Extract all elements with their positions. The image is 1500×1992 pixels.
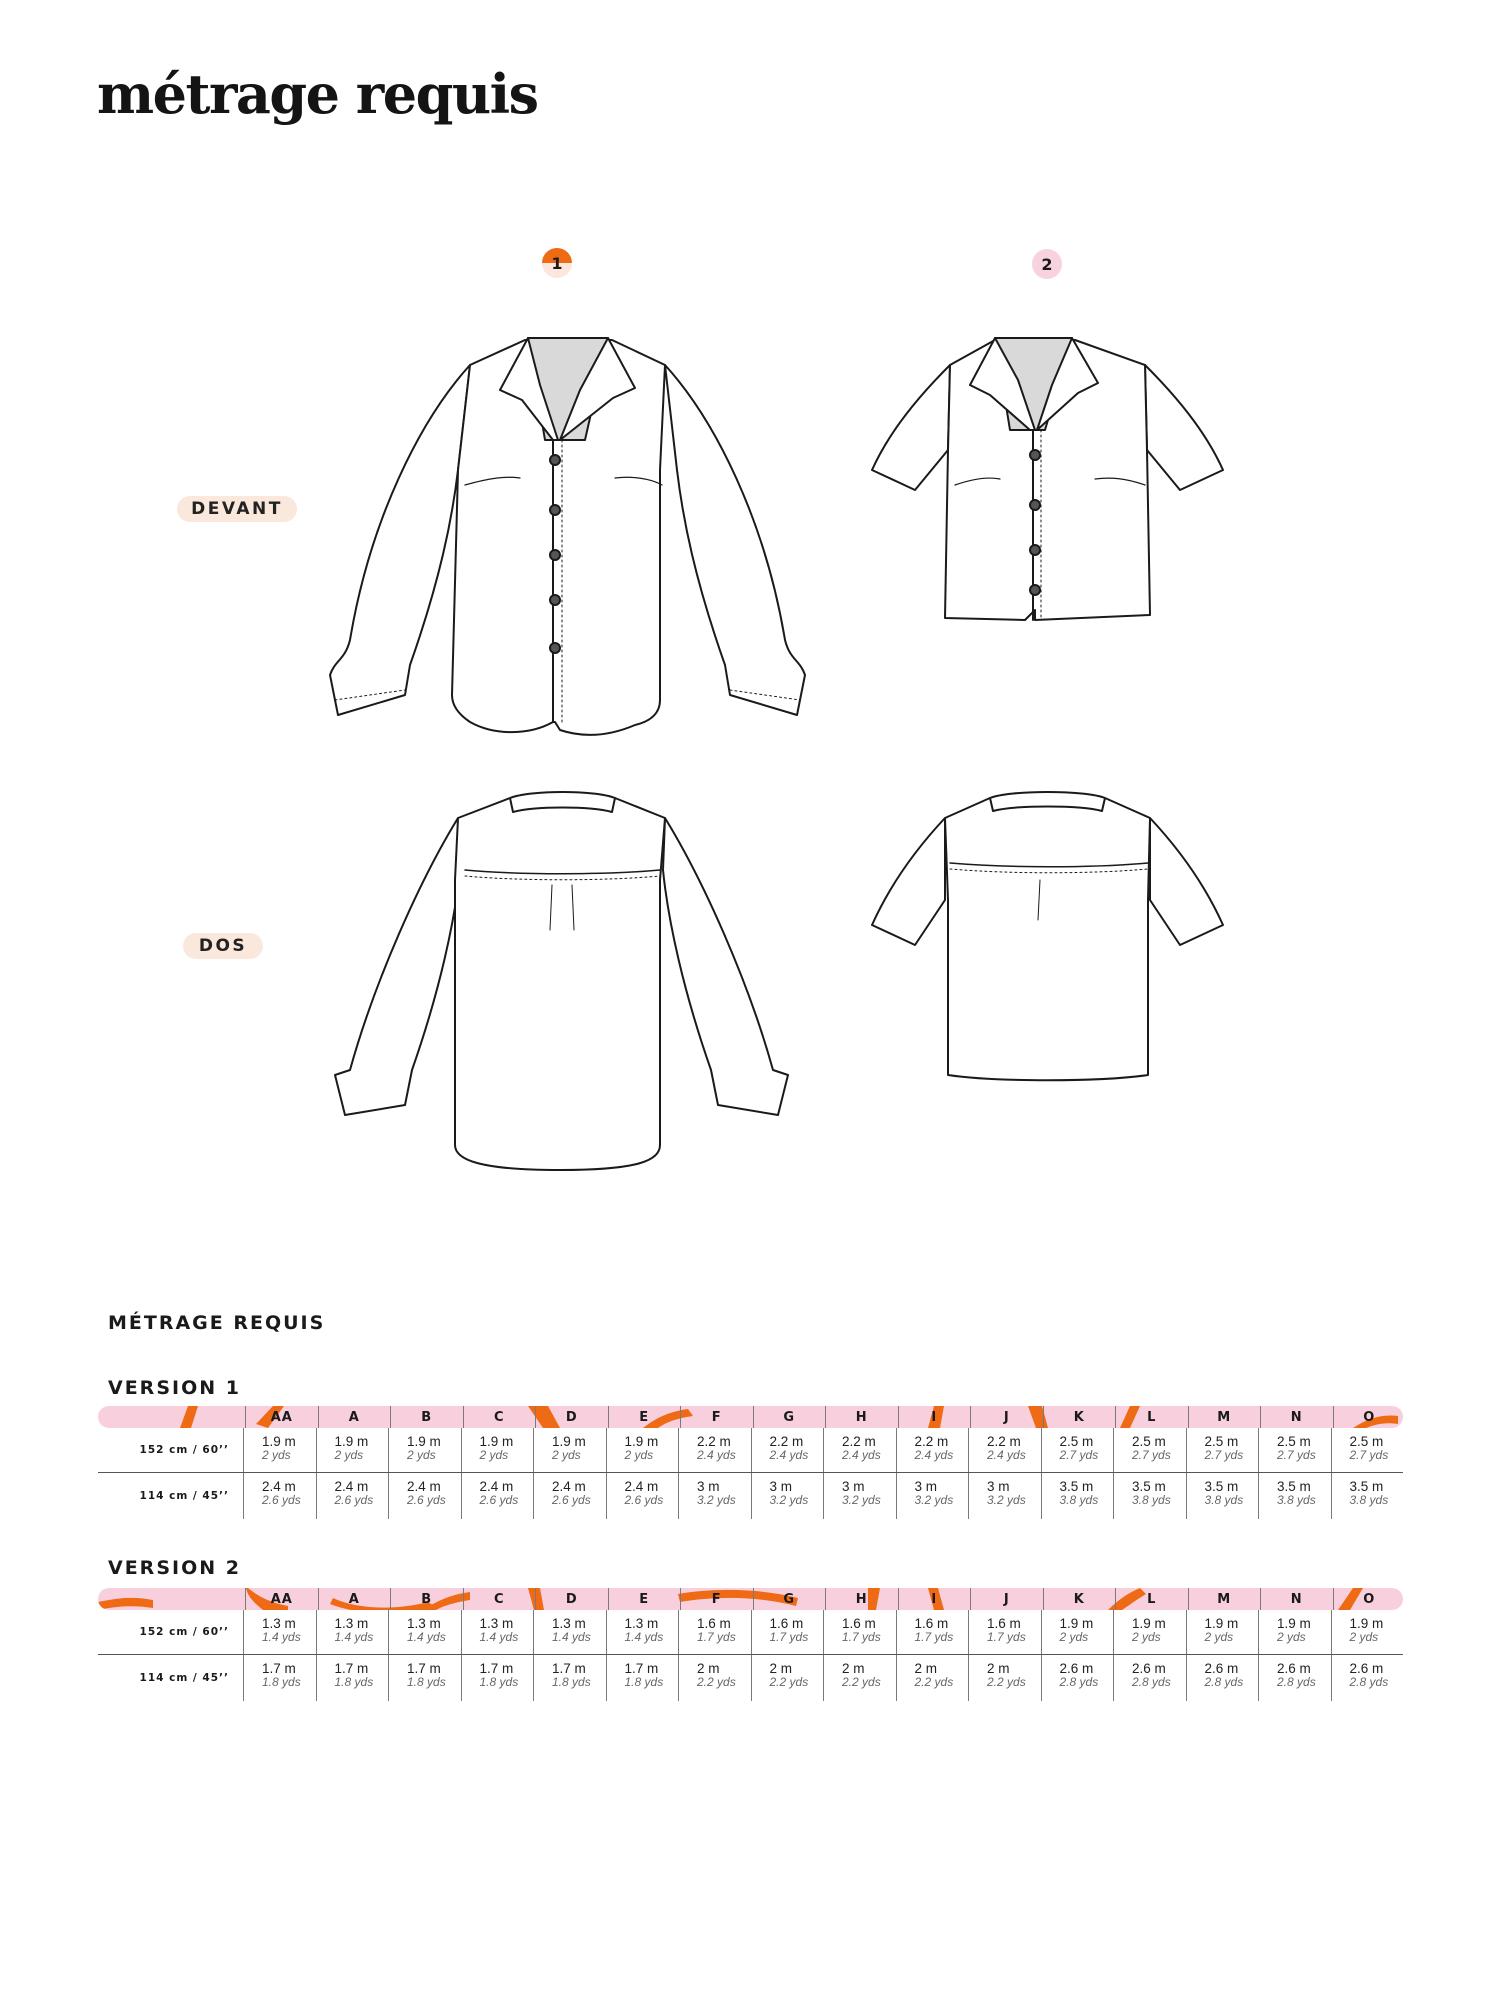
metric-amount: 1.6 m [987, 1616, 1021, 1631]
yard-amount: 2 yds [479, 1448, 509, 1463]
yard-amount: 1.4 yds [334, 1630, 374, 1645]
metric-amount: 1.9 m [479, 1434, 514, 1449]
metric-amount: 3.5 m [1204, 1479, 1239, 1494]
yard-amount: 2 yds [1277, 1630, 1306, 1645]
version-2-table [98, 1588, 1403, 1701]
table-row [98, 1610, 1403, 1655]
version-1-front-drawing [330, 338, 805, 735]
table-cell [823, 1655, 896, 1701]
yard-amount: 1.4 yds [479, 1630, 519, 1645]
size-header-cell: N [1260, 1406, 1333, 1428]
size-header-cell: J [970, 1588, 1043, 1610]
metric-amount: 1.9 m [1059, 1616, 1094, 1631]
fabric-width-label: 152 cm / 60’’ [139, 1626, 229, 1638]
metric-amount: 1.9 m [1204, 1616, 1239, 1631]
metric-amount: 2 m [769, 1661, 793, 1676]
table-cell [606, 1655, 679, 1701]
yard-amount: 2 yds [262, 1448, 291, 1463]
table-cell [823, 1473, 896, 1519]
table-cell [461, 1655, 534, 1701]
table-cell [461, 1428, 534, 1472]
size-header-cell: J [970, 1406, 1043, 1428]
front-view-label: DEVANT [177, 496, 297, 522]
yard-amount: 2.7 yds [1277, 1448, 1316, 1463]
table-cell [388, 1610, 461, 1654]
yard-amount: 1.8 yds [262, 1675, 301, 1690]
table-cell [533, 1428, 606, 1472]
yard-amount: 2.7 yds [1132, 1448, 1171, 1463]
yard-amount: 2.6 yds [407, 1493, 446, 1508]
table-cell [316, 1428, 389, 1472]
yard-amount: 3.8 yds [1277, 1493, 1316, 1508]
table-cell [606, 1473, 679, 1519]
page-title: métrage requis [97, 62, 538, 126]
yard-amount: 2.2 yds [987, 1675, 1026, 1690]
yard-amount: 1.4 yds [262, 1630, 301, 1645]
size-header-row [245, 1406, 1403, 1428]
table-cell [1258, 1655, 1331, 1701]
version-2-badge: 2 [1032, 249, 1062, 279]
yard-amount: 1.4 yds [552, 1630, 591, 1645]
fabric-width-label: 114 cm / 45’’ [139, 1490, 229, 1502]
metric-amount: 1.7 m [552, 1661, 586, 1676]
metric-amount: 3 m [987, 1479, 1010, 1494]
metric-amount: 2.4 m [552, 1479, 586, 1494]
metric-amount: 2.5 m [1277, 1434, 1311, 1449]
metric-amount: 1.9 m [1349, 1616, 1384, 1631]
yard-amount: 2.4 yds [842, 1448, 881, 1463]
table-cell [243, 1473, 316, 1519]
metric-amount: 1.6 m [842, 1616, 876, 1631]
yard-amount: 3.2 yds [914, 1493, 954, 1508]
yard-amount: 1.8 yds [624, 1675, 664, 1690]
yard-amount: 2.6 yds [552, 1493, 591, 1508]
version-2-front-drawing [872, 338, 1223, 620]
table-cell [1041, 1473, 1114, 1519]
yard-amount: 2.8 yds [1132, 1675, 1171, 1690]
table-cell [1331, 1428, 1404, 1472]
yard-amount: 2 yds [1132, 1630, 1161, 1645]
table-cell [1113, 1655, 1186, 1701]
yard-amount: 3.8 yds [1204, 1493, 1244, 1508]
table-cell [606, 1428, 679, 1472]
size-header-cell: D [535, 1406, 608, 1428]
table-cell [1113, 1610, 1186, 1654]
metric-amount: 1.7 m [479, 1661, 514, 1676]
yard-amount: 2 yds [552, 1448, 581, 1463]
table-row [98, 1428, 1403, 1473]
back-view-label: DOS [183, 933, 263, 959]
metric-amount: 1.7 m [407, 1661, 441, 1676]
table-cell [968, 1428, 1041, 1472]
size-header-cell: M [1188, 1406, 1261, 1428]
table-cell [316, 1473, 389, 1519]
yard-amount: 1.4 yds [407, 1630, 446, 1645]
yard-amount: 2.6 yds [334, 1493, 374, 1508]
version-1-back-drawing [335, 792, 788, 1170]
yard-amount: 2.2 yds [842, 1675, 881, 1690]
yard-amount: 1.7 yds [842, 1630, 881, 1645]
size-header-cell: K [1043, 1588, 1116, 1610]
metric-amount: 1.6 m [914, 1616, 949, 1631]
yard-amount: 2.4 yds [914, 1448, 954, 1463]
metric-amount: 1.9 m [334, 1434, 369, 1449]
version-1-badge: 1 [542, 248, 572, 278]
table-cell [896, 1610, 969, 1654]
table-cell [968, 1473, 1041, 1519]
size-header-cell: M [1188, 1588, 1261, 1610]
metric-amount: 2 m [842, 1661, 865, 1676]
table-cell [1331, 1473, 1404, 1519]
metric-amount: 1.7 m [334, 1661, 369, 1676]
metric-amount: 3.5 m [1132, 1479, 1166, 1494]
size-header-cell: A [318, 1406, 391, 1428]
metric-amount: 2.5 m [1204, 1434, 1239, 1449]
metric-amount: 2.4 m [479, 1479, 514, 1494]
size-header-cell: C [463, 1588, 536, 1610]
metric-amount: 1.6 m [697, 1616, 731, 1631]
table-cell [1113, 1428, 1186, 1472]
metric-amount: 3 m [769, 1479, 793, 1494]
table-cell [461, 1610, 534, 1654]
size-header-cell: O [1333, 1406, 1404, 1428]
table-cell [1041, 1610, 1114, 1654]
yard-amount: 1.7 yds [987, 1630, 1026, 1645]
yard-amount: 2.4 yds [697, 1448, 736, 1463]
table-row [98, 1473, 1403, 1519]
metric-amount: 1.9 m [624, 1434, 659, 1449]
table-cell [316, 1655, 389, 1701]
metric-amount: 3 m [842, 1479, 865, 1494]
yard-amount: 3.2 yds [842, 1493, 881, 1508]
table-cell [1186, 1610, 1259, 1654]
metric-amount: 1.3 m [407, 1616, 441, 1631]
size-header-cell: B [390, 1588, 463, 1610]
table-cell [316, 1610, 389, 1654]
size-header-cell: F [680, 1406, 753, 1428]
metric-amount: 2.6 m [1059, 1661, 1094, 1676]
yard-amount: 2 yds [407, 1448, 436, 1463]
yard-amount: 3.8 yds [1059, 1493, 1099, 1508]
size-header-cell: B [390, 1406, 463, 1428]
yard-amount: 2 yds [1349, 1630, 1379, 1645]
table-row [98, 1655, 1403, 1701]
metric-amount: 1.3 m [334, 1616, 369, 1631]
version-2-back-drawing [872, 792, 1223, 1080]
table-cell [896, 1428, 969, 1472]
size-header-cell: AA [245, 1588, 318, 1610]
metric-amount: 2.2 m [914, 1434, 949, 1449]
table-cell [823, 1428, 896, 1472]
yard-amount: 2.6 yds [262, 1493, 301, 1508]
metric-amount: 2 m [697, 1661, 720, 1676]
yard-amount: 3.2 yds [697, 1493, 736, 1508]
yard-amount: 2 yds [334, 1448, 364, 1463]
table-cell [1331, 1610, 1404, 1654]
size-header-cell: H [825, 1406, 898, 1428]
metric-amount: 1.7 m [624, 1661, 659, 1676]
metric-amount: 1.9 m [552, 1434, 586, 1449]
metric-amount: 2.2 m [987, 1434, 1021, 1449]
metric-amount: 2.5 m [1059, 1434, 1094, 1449]
metric-amount: 2.6 m [1349, 1661, 1384, 1676]
metric-amount: 2.5 m [1132, 1434, 1166, 1449]
table-cell [751, 1610, 824, 1654]
table-cell [1113, 1473, 1186, 1519]
table-cell [243, 1428, 316, 1472]
yard-amount: 2.7 yds [1349, 1448, 1389, 1463]
metric-amount: 2.4 m [334, 1479, 369, 1494]
table-cell [1186, 1655, 1259, 1701]
yard-amount: 3.2 yds [769, 1493, 809, 1508]
metric-amount: 1.9 m [1132, 1616, 1166, 1631]
yard-amount: 2.2 yds [697, 1675, 736, 1690]
size-header-cell: F [680, 1588, 753, 1610]
table-cell [1331, 1655, 1404, 1701]
yard-amount: 1.8 yds [407, 1675, 446, 1690]
yard-amount: 2.8 yds [1277, 1675, 1316, 1690]
size-header-cell: I [898, 1406, 971, 1428]
metric-amount: 2.5 m [1349, 1434, 1384, 1449]
table-cell [896, 1655, 969, 1701]
metric-amount: 2.2 m [842, 1434, 876, 1449]
yard-amount: 1.7 yds [769, 1630, 809, 1645]
metric-amount: 2.6 m [1277, 1661, 1311, 1676]
metric-amount: 1.7 m [262, 1661, 296, 1676]
table-cell [1186, 1473, 1259, 1519]
yard-amount: 1.8 yds [552, 1675, 591, 1690]
table-cell [388, 1655, 461, 1701]
size-header-cell: G [753, 1588, 826, 1610]
metric-amount: 2.4 m [262, 1479, 296, 1494]
table-cell [751, 1655, 824, 1701]
table-cell [968, 1655, 1041, 1701]
version-1-table [98, 1406, 1403, 1519]
table-cell [243, 1655, 316, 1701]
metric-amount: 2.2 m [769, 1434, 804, 1449]
table-cell [896, 1473, 969, 1519]
metric-amount: 1.6 m [769, 1616, 804, 1631]
fabric-width-label: 152 cm / 60’’ [139, 1444, 229, 1456]
yard-amount: 1.8 yds [479, 1675, 519, 1690]
table-cell [243, 1610, 316, 1654]
fabric-width-label: 114 cm / 45’’ [139, 1672, 229, 1684]
yard-amount: 1.4 yds [624, 1630, 664, 1645]
size-header-cell: E [608, 1588, 681, 1610]
size-bar [98, 1588, 1403, 1610]
size-header-row [245, 1588, 1403, 1610]
size-bar [98, 1406, 1403, 1428]
table-cell [678, 1655, 751, 1701]
size-header-cell: C [463, 1406, 536, 1428]
yard-amount: 2.8 yds [1059, 1675, 1099, 1690]
table-cell [823, 1610, 896, 1654]
size-header-cell: AA [245, 1406, 318, 1428]
metric-amount: 3.5 m [1059, 1479, 1094, 1494]
size-header-cell: A [318, 1588, 391, 1610]
section-heading: MÉTRAGE REQUIS [108, 1312, 326, 1334]
table-cell [533, 1473, 606, 1519]
yard-amount: 2.6 yds [479, 1493, 519, 1508]
yard-amount: 2.7 yds [1204, 1448, 1244, 1463]
table-cell [388, 1428, 461, 1472]
yard-amount: 1.7 yds [697, 1630, 736, 1645]
metric-amount: 2.2 m [697, 1434, 731, 1449]
table-cell [751, 1428, 824, 1472]
metric-amount: 3.5 m [1277, 1479, 1311, 1494]
metric-amount: 2 m [987, 1661, 1010, 1676]
table-cell [678, 1610, 751, 1654]
yard-amount: 2.4 yds [769, 1448, 809, 1463]
yard-amount: 2.8 yds [1349, 1675, 1389, 1690]
table-cell [1041, 1655, 1114, 1701]
yard-amount: 2.6 yds [624, 1493, 664, 1508]
table-cell [388, 1473, 461, 1519]
yard-amount: 2.4 yds [987, 1448, 1026, 1463]
metric-amount: 1.3 m [624, 1616, 659, 1631]
yard-amount: 1.7 yds [914, 1630, 954, 1645]
metric-amount: 1.3 m [552, 1616, 586, 1631]
table-cell [1258, 1610, 1331, 1654]
size-header-cell: N [1260, 1588, 1333, 1610]
metric-amount: 3.5 m [1349, 1479, 1384, 1494]
table-cell [606, 1610, 679, 1654]
table-cell [1041, 1428, 1114, 1472]
table-cell [968, 1610, 1041, 1654]
metric-amount: 3 m [697, 1479, 720, 1494]
yard-amount: 2 yds [624, 1448, 654, 1463]
size-header-cell: K [1043, 1406, 1116, 1428]
metric-amount: 2 m [914, 1661, 938, 1676]
metric-amount: 1.9 m [407, 1434, 441, 1449]
metric-amount: 1.3 m [262, 1616, 296, 1631]
metric-amount: 1.3 m [479, 1616, 514, 1631]
size-header-cell: I [898, 1588, 971, 1610]
version-2-heading: VERSION 2 [108, 1557, 241, 1579]
size-header-cell: L [1115, 1588, 1188, 1610]
table-cell [1258, 1428, 1331, 1472]
metric-amount: 2.6 m [1132, 1661, 1166, 1676]
table-cell [1258, 1473, 1331, 1519]
yard-amount: 3.8 yds [1349, 1493, 1389, 1508]
table-cell [678, 1428, 751, 1472]
size-header-cell: G [753, 1406, 826, 1428]
metric-amount: 3 m [914, 1479, 938, 1494]
yard-amount: 3.2 yds [987, 1493, 1026, 1508]
yard-amount: 2.2 yds [769, 1675, 809, 1690]
size-header-cell: H [825, 1588, 898, 1610]
size-header-cell: L [1115, 1406, 1188, 1428]
size-header-cell: D [535, 1588, 608, 1610]
table-cell [533, 1610, 606, 1654]
metric-amount: 1.9 m [1277, 1616, 1311, 1631]
yard-amount: 2.7 yds [1059, 1448, 1099, 1463]
table-cell [461, 1473, 534, 1519]
size-header-cell: E [608, 1406, 681, 1428]
size-header-cell: O [1333, 1588, 1404, 1610]
metric-amount: 1.9 m [262, 1434, 296, 1449]
yard-amount: 2 yds [1204, 1630, 1234, 1645]
yard-amount: 2.2 yds [914, 1675, 954, 1690]
metric-amount: 2.4 m [624, 1479, 659, 1494]
table-cell [1186, 1428, 1259, 1472]
table-cell [533, 1655, 606, 1701]
metric-amount: 2.6 m [1204, 1661, 1239, 1676]
version-1-heading: VERSION 1 [108, 1377, 241, 1399]
yard-amount: 2 yds [1059, 1630, 1089, 1645]
table-cell [751, 1473, 824, 1519]
yard-amount: 1.8 yds [334, 1675, 374, 1690]
table-cell [678, 1473, 751, 1519]
yard-amount: 3.8 yds [1132, 1493, 1171, 1508]
yard-amount: 2.8 yds [1204, 1675, 1244, 1690]
metric-amount: 2.4 m [407, 1479, 441, 1494]
